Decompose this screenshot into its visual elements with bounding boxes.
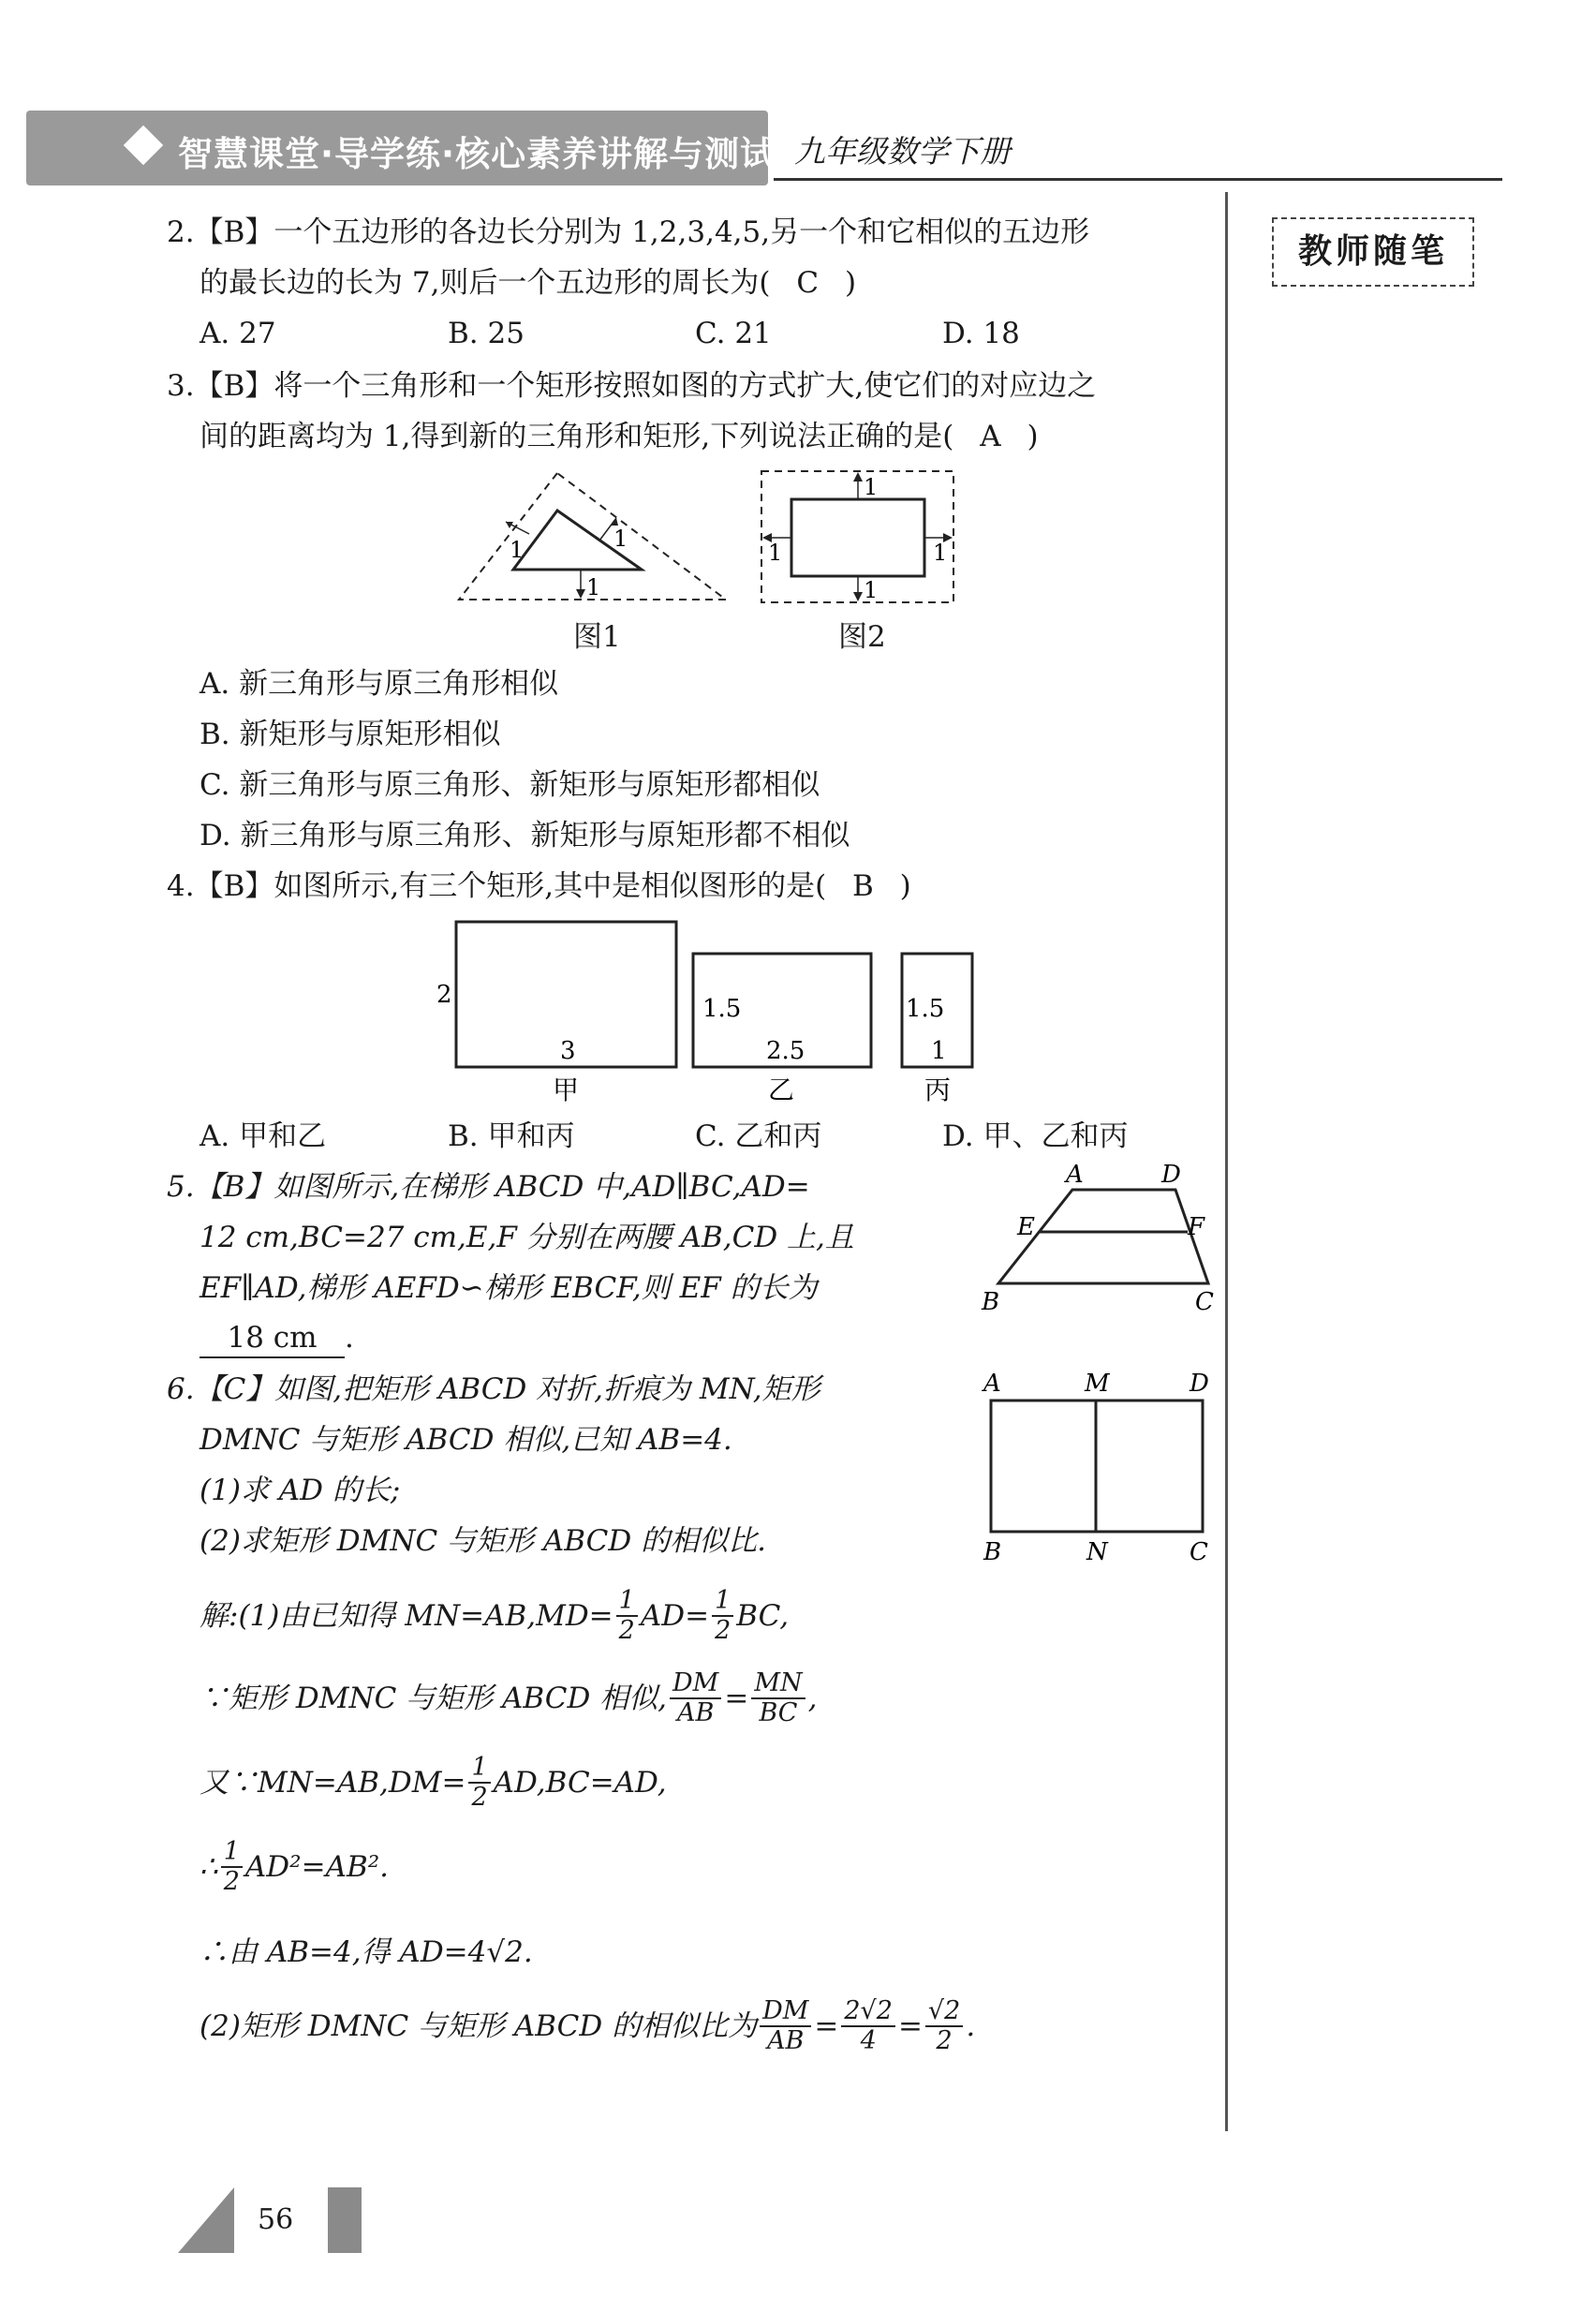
q5-line3: EF∥AD,梯形 AEFD∽梯形 EBCF,则 EF 的长为 bbox=[200, 1271, 818, 1305]
fraction-2root2-4 bbox=[841, 1997, 895, 2055]
dist-label: 1 bbox=[933, 540, 948, 566]
fraction-half bbox=[468, 1754, 490, 1812]
q3-option-a: A. 新三角形与原三角形相似 bbox=[200, 667, 559, 701]
q3-option-b: B. 新矩形与原矩形相似 bbox=[200, 718, 501, 751]
q6-line1: 6.【C】如图,把矩形 ABCD 对折,折痕为 MN,矩形 bbox=[167, 1372, 820, 1406]
q2-option-a: A. 27 bbox=[200, 317, 276, 350]
dist-label: 1 bbox=[768, 540, 783, 566]
frac-den: 2 bbox=[618, 1616, 635, 1645]
q6-sub1: (1)求 AD 的长; bbox=[200, 1474, 401, 1507]
frac-den: 2 bbox=[715, 1616, 732, 1645]
rect-yi-width: 2.5 bbox=[766, 1037, 805, 1065]
original-rectangle bbox=[791, 499, 924, 576]
fraction-half bbox=[221, 1838, 243, 1896]
q2-option-c: C. 21 bbox=[695, 317, 772, 350]
q2-stem: 的最长边的长为 7,则后一个五边形的周长为( bbox=[200, 266, 771, 300]
sol6-text: (2)矩形 DMNC 与矩形 ABCD 的相似比为 bbox=[200, 2009, 758, 2043]
page-number: 56 bbox=[258, 2203, 294, 2236]
header-rule bbox=[774, 178, 1502, 181]
q5-line4 bbox=[200, 1319, 354, 1358]
rect-jia-width: 3 bbox=[560, 1037, 576, 1065]
q5-line2: 12 cm,BC=27 cm,E,F 分别在两腰 AB,CD 上,且 bbox=[200, 1221, 854, 1254]
q2-close: ) bbox=[844, 266, 857, 300]
q6-sub2: (2)求矩形 DMNC 与矩形 ABCD 的相似比. bbox=[200, 1524, 766, 1558]
q3-fig1-caption: 图1 bbox=[573, 620, 621, 654]
fraction-mn-bc bbox=[751, 1669, 805, 1727]
frac-den: 2 bbox=[471, 1783, 488, 1812]
frac-num: 1 bbox=[468, 1754, 490, 1784]
rect-bing-name: 丙 bbox=[924, 1074, 952, 1105]
point-c: C bbox=[1190, 1538, 1208, 1566]
q3-fig2-caption: 图2 bbox=[838, 620, 886, 654]
q4-stem: 4.【B】如图所示,有三个矩形,其中是相似图形的是( bbox=[167, 869, 827, 903]
q4-option-c: C. 乙和丙 bbox=[695, 1119, 822, 1153]
q4-option-a: A. 甲和乙 bbox=[200, 1119, 327, 1153]
arrowhead-icon bbox=[611, 518, 618, 526]
sol2-text: ∵矩形 DMNC 与矩形 ABCD 相似, bbox=[200, 1682, 668, 1715]
sol-line6: (2)矩形 DMNC 与矩形 ABCD 的相似比为 $\frac{DM}{AB}$ = $\frac{2√2}{4}$ = $\frac{√2}{2}$ . bbox=[200, 1996, 976, 2055]
therefore-icon: ∴ bbox=[200, 1850, 218, 1884]
sol1-post: BC, bbox=[736, 1599, 790, 1633]
q3-option-d: D. 新三角形与原三角形、新矩形与原矩形都不相似 bbox=[200, 819, 850, 852]
q5-line1: 5.【B】如图所示,在梯形 ABCD 中,AD∥BC,AD= bbox=[167, 1170, 810, 1204]
q2-option-d: D. 18 bbox=[942, 317, 1020, 350]
q3-stem: 间的距离均为 1,得到新的三角形和矩形,下列说法正确的是( bbox=[200, 420, 954, 453]
book-title: 九年级数学下册 bbox=[794, 133, 1011, 170]
rect-yi-height: 1.5 bbox=[702, 995, 742, 1023]
sol2-post: , bbox=[807, 1682, 818, 1715]
arrowhead-icon bbox=[853, 592, 863, 601]
q4-option-b: B. 甲和丙 bbox=[448, 1119, 575, 1153]
q6-rectangle-figure bbox=[974, 1363, 1227, 1569]
rect-bing-width: 1 bbox=[931, 1037, 947, 1065]
q4-option-d: D. 甲、乙和丙 bbox=[942, 1119, 1129, 1153]
rect-jia-name: 甲 bbox=[553, 1074, 580, 1105]
frac-num: 1 bbox=[221, 1838, 243, 1868]
fraction-half bbox=[712, 1587, 733, 1645]
q3-line2 bbox=[200, 418, 1039, 455]
dist-label: 1 bbox=[864, 577, 879, 603]
dist-label: 1 bbox=[864, 474, 879, 500]
q5-end: . bbox=[345, 1321, 354, 1355]
fraction-dm-ab bbox=[670, 1669, 721, 1727]
point-m: M bbox=[1085, 1370, 1110, 1398]
frac-num: 1 bbox=[712, 1587, 733, 1617]
frac-num: DM bbox=[670, 1669, 721, 1699]
rect-yi-name: 乙 bbox=[768, 1074, 795, 1105]
rect-jia-height: 2 bbox=[436, 981, 452, 1009]
frac-num: 1 bbox=[616, 1587, 638, 1617]
q2-answer: C bbox=[796, 266, 820, 300]
fraction-dm-ab bbox=[760, 1997, 811, 2055]
q2-line2 bbox=[200, 264, 856, 302]
point-a: A bbox=[1066, 1162, 1084, 1189]
q2-option-b: B. 25 bbox=[448, 317, 525, 350]
frac-den: AB bbox=[677, 1698, 715, 1727]
arrowhead-icon bbox=[576, 589, 585, 599]
dist-label: 1 bbox=[613, 526, 628, 552]
q2-line1: 2.【B】一个五边形的各边长分别为 1,2,3,4,5,另一个和它相似的五边形 bbox=[167, 215, 1090, 249]
arrowhead-icon bbox=[853, 472, 863, 482]
q3-close: ) bbox=[1027, 420, 1039, 453]
dist-label: 1 bbox=[510, 537, 525, 563]
frac-num: DM bbox=[760, 1997, 811, 2027]
sol4-post: AD²=AB². bbox=[244, 1850, 390, 1884]
point-d: D bbox=[1190, 1370, 1209, 1398]
point-n: N bbox=[1086, 1538, 1108, 1566]
sol1-text: 解:(1)由已知得 MN=AB,MD= bbox=[200, 1599, 613, 1633]
sol-line2: ∵矩形 DMNC 与矩形 ABCD 相似, $\frac{DM}{AB}$ = $\frac{MN}{BC}$ , bbox=[200, 1668, 818, 1727]
teacher-notes-box: 教师随笔 bbox=[1272, 217, 1474, 287]
fraction-half bbox=[616, 1587, 638, 1645]
frac-num: √2 bbox=[925, 1997, 963, 2027]
q3-option-c: C. 新三角形与原三角形、新矩形与原矩形都相似 bbox=[200, 768, 820, 802]
q4-figure bbox=[431, 913, 993, 1110]
sol3-text: 又∵MN=AB,DM= bbox=[200, 1766, 466, 1800]
rect-bing-height: 1.5 bbox=[906, 995, 945, 1023]
sol1-mid: AD= bbox=[640, 1599, 710, 1633]
sol-line5: ∴由 AB=4,得 AD=4√2. bbox=[200, 1935, 533, 1969]
fraction-root2-2 bbox=[925, 1997, 963, 2055]
frac-den: 2 bbox=[936, 2026, 953, 2055]
frac-den: 4 bbox=[860, 2026, 877, 2055]
point-b: B bbox=[982, 1288, 1000, 1316]
point-a: A bbox=[983, 1370, 1001, 1398]
q5-trapezoid-figure bbox=[974, 1162, 1227, 1321]
q3-figure2 bbox=[757, 467, 963, 607]
q4-close: ) bbox=[899, 869, 911, 903]
point-d: D bbox=[1161, 1162, 1181, 1189]
q3-answer: A bbox=[980, 420, 1001, 453]
page-corner-triangle bbox=[178, 2187, 234, 2253]
dist-label: 1 bbox=[586, 574, 601, 600]
frac-num: 2√2 bbox=[841, 1997, 895, 2027]
point-c: C bbox=[1195, 1288, 1214, 1316]
sol-line1 bbox=[200, 1583, 789, 1649]
point-b: B bbox=[983, 1538, 1002, 1566]
header-title: 智慧课堂·导学练·核心素养讲解与测试 bbox=[178, 134, 776, 174]
sol3-post: AD,BC=AD, bbox=[493, 1766, 667, 1800]
q5-answer-blank: 18 cm bbox=[200, 1319, 345, 1358]
sol-line4 bbox=[200, 1834, 389, 1900]
sol6-post: . bbox=[966, 2009, 976, 2043]
frac-den: BC bbox=[759, 1698, 798, 1727]
point-f: F bbox=[1188, 1213, 1205, 1241]
page-corner-block bbox=[328, 2187, 362, 2253]
frac-den: AB bbox=[767, 2026, 805, 2055]
q3-figure1 bbox=[450, 464, 731, 604]
sol-line3 bbox=[200, 1750, 667, 1815]
q4-line1 bbox=[167, 867, 911, 905]
frac-den: 2 bbox=[223, 1867, 240, 1896]
q4-answer: B bbox=[852, 869, 874, 903]
q6-line2: DMNC 与矩形 ABCD 相似,已知 AB=4. bbox=[200, 1423, 732, 1457]
frac-num: MN bbox=[751, 1669, 805, 1699]
point-e: E bbox=[1017, 1213, 1035, 1241]
q3-line1: 3.【B】将一个三角形和一个矩形按照如图的方式扩大,使它们的对应边之 bbox=[167, 369, 1097, 403]
